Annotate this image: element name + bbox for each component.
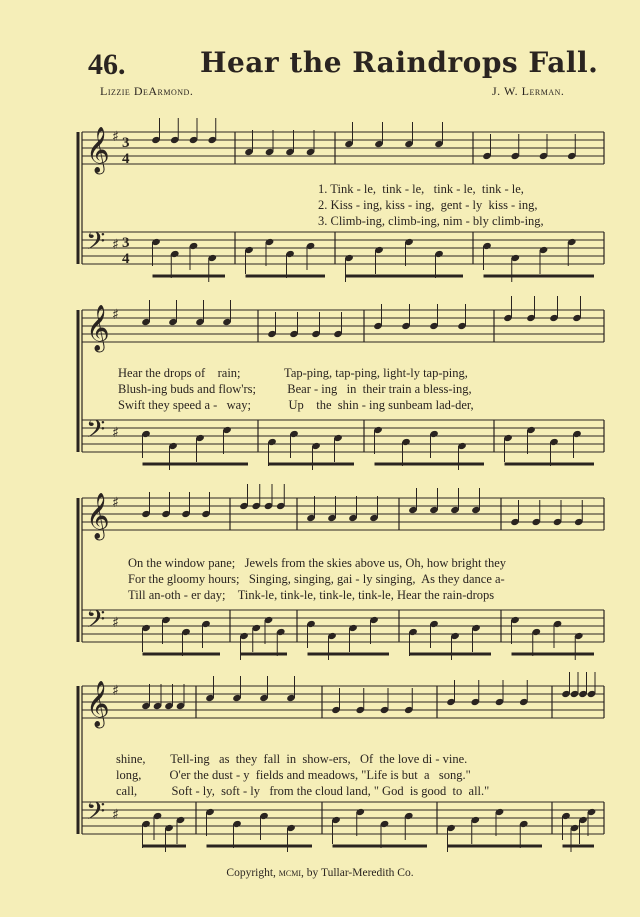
lyric-line: long, O'er the dust - y fields and meadows, "Life is but a song." [116, 768, 471, 782]
staff-lines [78, 127, 604, 834]
sharp-icon: ♯ [112, 129, 119, 145]
lyric-line: 1. Tink - le, tink - le, tink - le, tink - le, [318, 182, 524, 196]
lyric-line: For the gloomy hours; Singing, singing, gai - ly singing, As they dance a- [128, 572, 505, 586]
sharp-icon: ♯ [112, 307, 119, 323]
composer-credit: J. W. Lerman. [492, 84, 565, 98]
lyric-line: Blush-ing buds and flow'rs; Bear - ing in their train a bless-ing, [118, 382, 472, 396]
sharp-icon: ♯ [112, 807, 119, 823]
lyric-line: On the window pane; Jewels from the skies above us, Oh, how bright they [128, 556, 507, 570]
treble-clef-icon: 𝄞 [86, 127, 110, 173]
lyric-line: 2. Kiss - ing, kiss - ing, gent - ly kiss - ing, [318, 198, 538, 212]
treble-clef-icon: 𝄞 [86, 305, 110, 351]
treble-clef-icon: 𝄞 [86, 681, 110, 727]
sharp-icon: ♯ [112, 683, 119, 699]
sharp-icon: ♯ [112, 495, 119, 511]
lyric-line: 3. Climb-ing, climb-ing, nim - bly climb-ing, [318, 214, 544, 228]
sharp-icon: ♯ [112, 615, 119, 631]
sharp-icon: ♯ [112, 237, 119, 253]
hymn-number: 46. [88, 48, 126, 81]
lyric-line: call, Soft - ly, soft - ly from the cloud land, " God is good to all." [116, 784, 490, 798]
bass-clef-icon: 𝄢 [86, 227, 106, 262]
bass-clef-icon: 𝄢 [86, 415, 106, 450]
time-signature: 4 [122, 151, 130, 167]
copyright-notice [0, 867, 640, 879]
time-signature: 4 [122, 251, 130, 267]
lyricist-credit: Lizzie DeArmond. [100, 84, 194, 98]
sharp-icon: ♯ [112, 425, 119, 441]
copyright-prefix: Copyright, [226, 867, 279, 879]
copyright-suffix: , by Tullar-Meredith Co. [301, 867, 414, 879]
lyric-line: Hear the drops of rain; Tap-ping, tap-ping, light-ly tap-ping, [118, 366, 468, 380]
bass-clef-icon: 𝄢 [86, 605, 106, 640]
lyric-line: Swift they speed a - way; Up the shin - ing sunbeam lad-der, [118, 398, 474, 412]
time-signature: 3 [122, 235, 130, 251]
time-signature: 3 [122, 135, 130, 151]
hymn-title: Hear the Raindrops Fall. [200, 46, 599, 79]
bass-clef-icon: 𝄢 [86, 797, 106, 832]
lyric-line: shine, Tell-ing as they fall in show-ers, Of the love di - vine. [116, 752, 468, 766]
lyric-line: Till an-oth - er day; Tink-le, tink-le, tink-le, tink-le, Hear the rain-drops [128, 588, 495, 602]
copyright-year: mcmi [278, 867, 302, 879]
treble-clef-icon: 𝄞 [86, 493, 110, 539]
